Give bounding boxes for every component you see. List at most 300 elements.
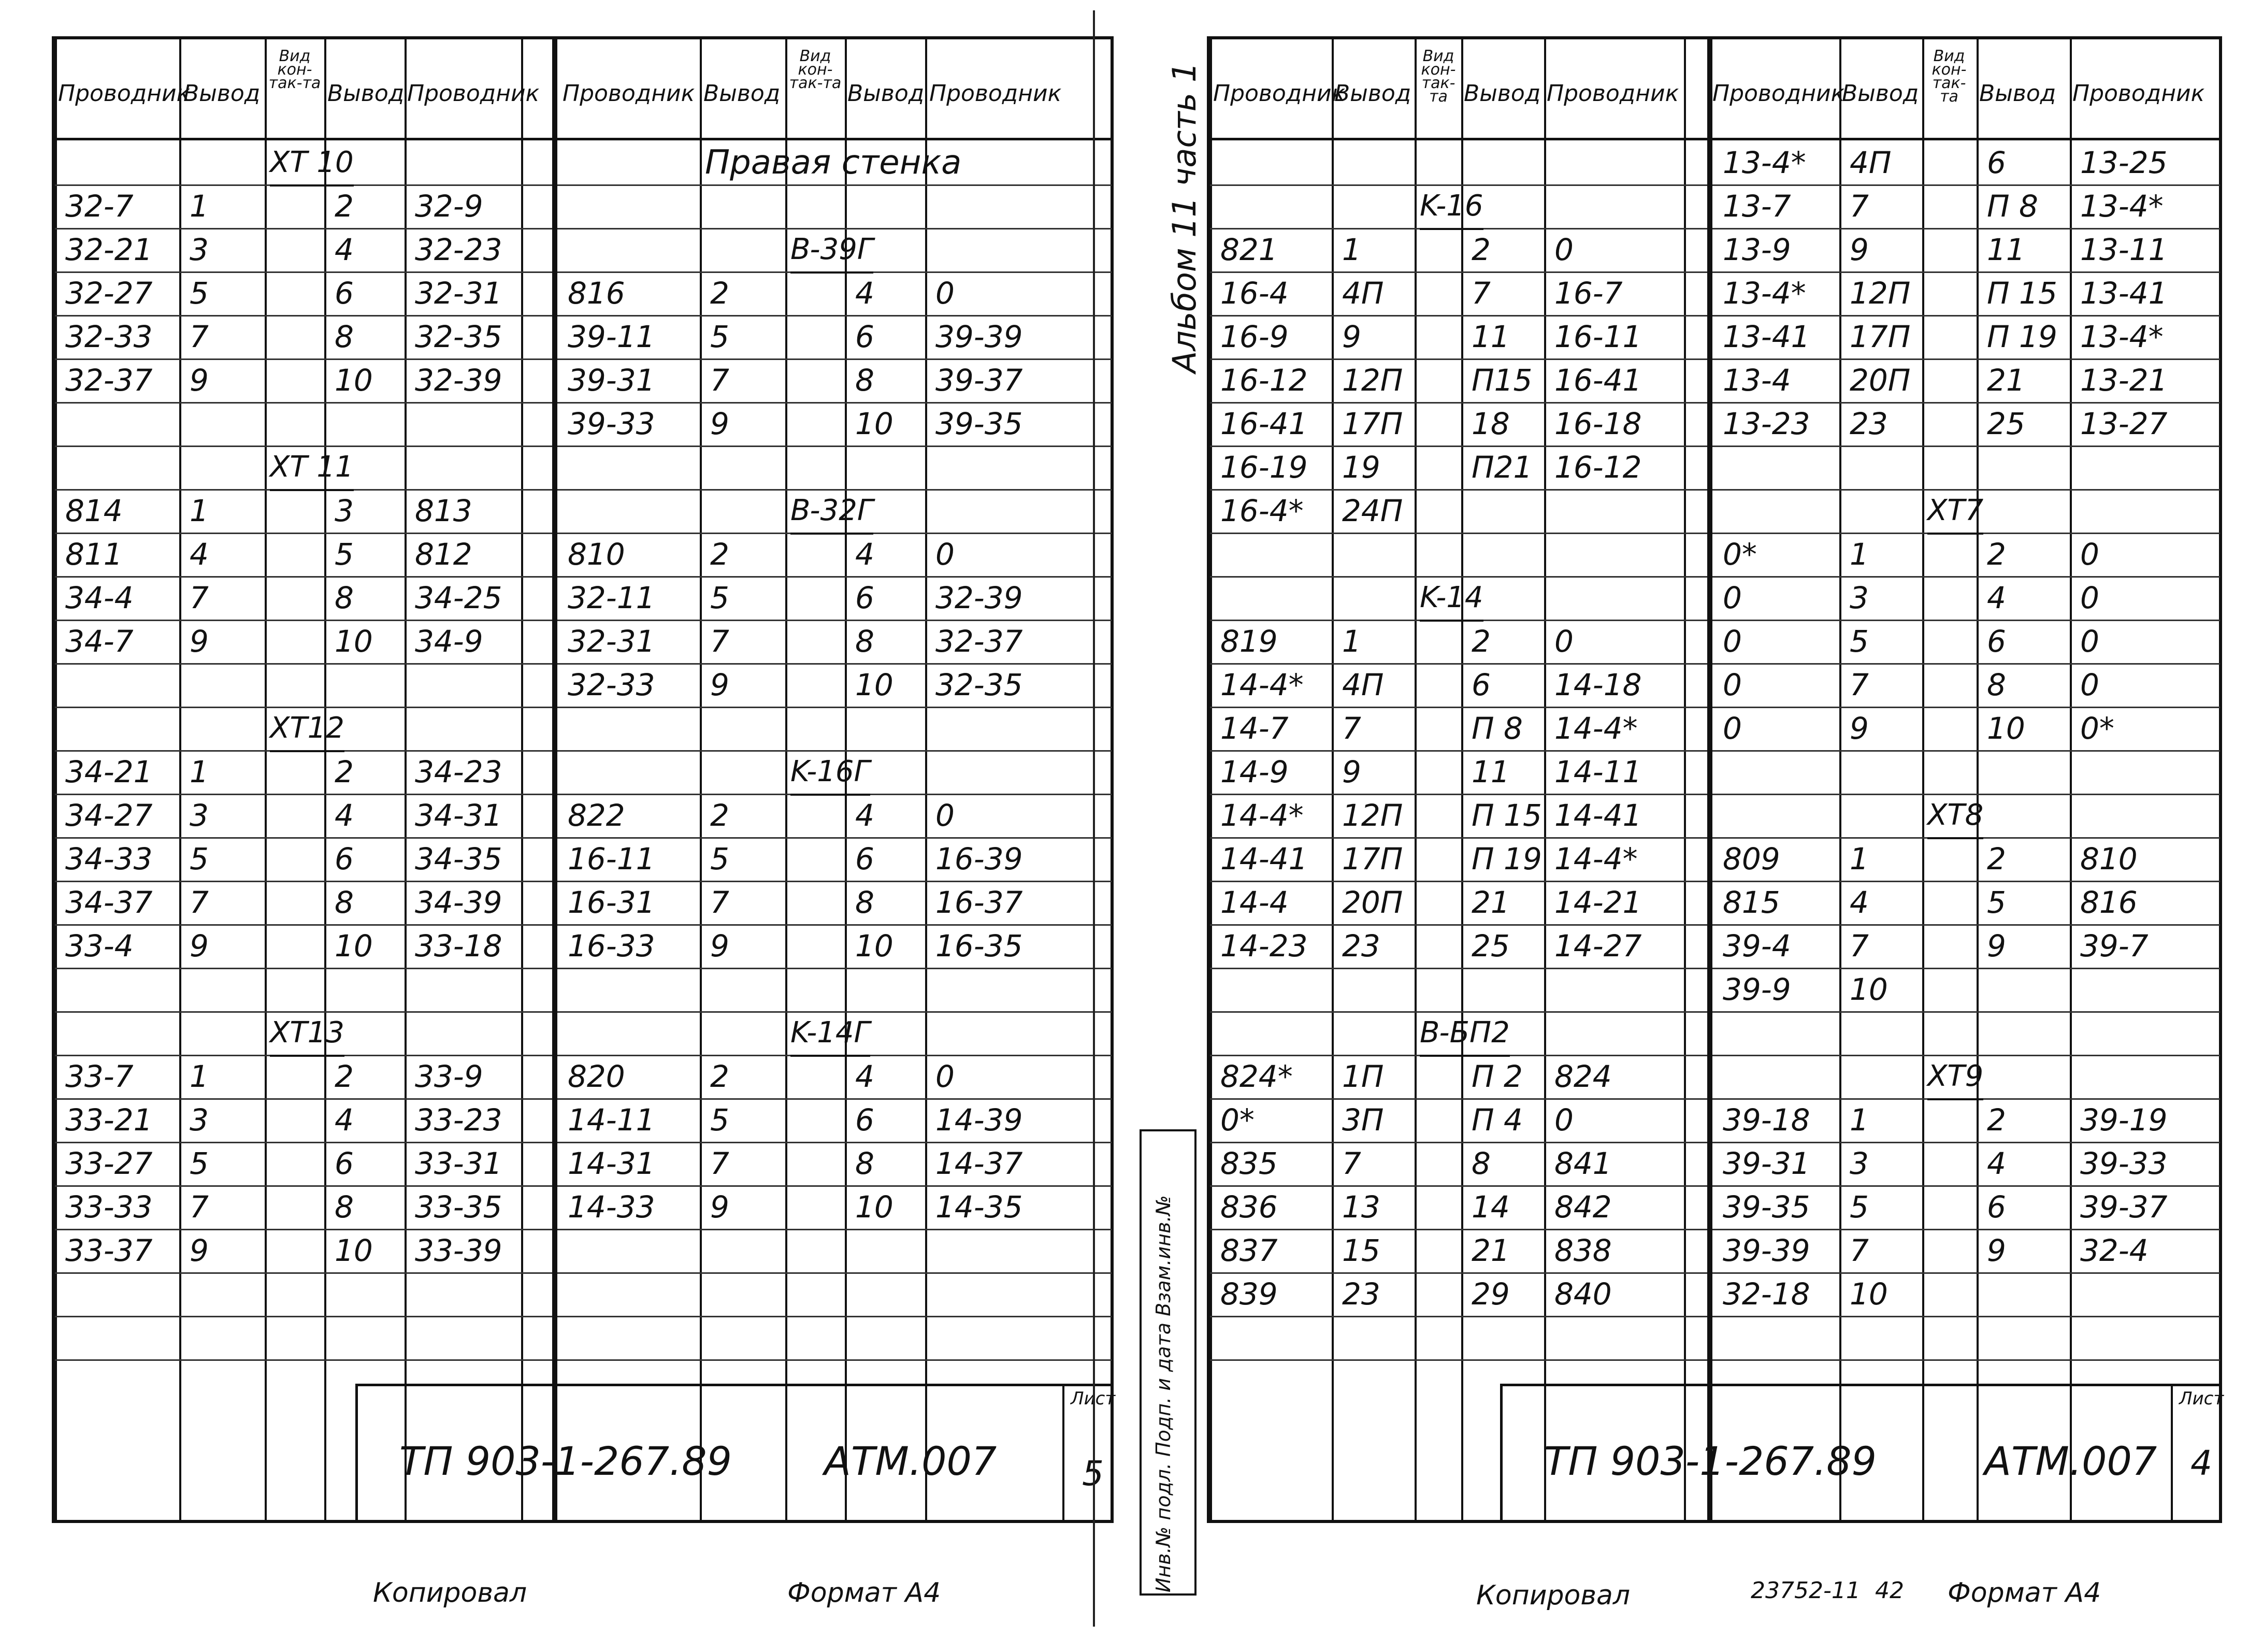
terminal-to-cell: П 2	[1472, 1059, 1523, 1094]
conductor-to-cell: 13-25	[2080, 145, 2168, 180]
conductor-from-cell: 33-21	[65, 1102, 153, 1138]
conductor-from-cell: 14-33	[568, 1189, 655, 1225]
conductor-from-cell: 14-9	[1220, 754, 1289, 789]
terminal-from-cell: 1	[1342, 232, 1361, 267]
conductor-from-cell: 32-27	[65, 276, 153, 311]
conductor-to-cell: 14-41	[1554, 798, 1642, 833]
terminal-from-cell: 9	[1850, 232, 1869, 267]
terminal-to-cell: П 15	[1472, 798, 1542, 833]
terminal-to-cell: 8	[855, 363, 874, 398]
terminal-to-cell: 10	[855, 928, 893, 964]
conductor-to-cell: 32-35	[415, 319, 502, 354]
conductor-from-cell: 16-33	[568, 928, 655, 964]
terminal-to-cell: 2	[1472, 624, 1491, 659]
terminal-to-cell: 5	[1987, 885, 2006, 920]
sheet-number-box-2	[2171, 1386, 2227, 1523]
row-divider	[1210, 533, 1707, 534]
terminal-from-cell: 4П	[1342, 276, 1384, 311]
terminal-to-cell: 14	[1472, 1189, 1510, 1225]
header-contact-type-3: Вид кон-так-та	[1421, 47, 1456, 106]
terminal-from-cell: 1	[190, 1059, 209, 1094]
header-conductor-2: Проводник	[407, 80, 540, 107]
row-divider	[557, 446, 1112, 447]
terminal-to-cell: 6	[855, 580, 874, 615]
margin-line	[1093, 10, 1095, 1627]
conductor-to-cell: 33-31	[415, 1146, 502, 1181]
row-divider	[1712, 750, 2220, 752]
conductor-to-cell: 841	[1554, 1146, 1612, 1181]
conductor-to-cell: 13-4*	[2080, 189, 2164, 224]
approval-sidebar	[1140, 1129, 1197, 1596]
row-divider	[55, 1316, 552, 1317]
terminal-from-cell: 9	[710, 1189, 729, 1225]
terminal-to-cell: 10	[855, 1189, 893, 1225]
conductor-from-cell: 0	[1723, 624, 1742, 659]
conductor-from-cell: 32-33	[568, 667, 655, 702]
conductor-from-cell: 14-41	[1220, 841, 1308, 877]
conductor-to-cell: 0	[935, 1059, 955, 1094]
header-terminal-3: Вывод	[703, 80, 781, 107]
terminal-from-cell: 3	[190, 232, 209, 267]
conductor-from-cell: 34-7	[65, 624, 134, 659]
conductor-from-cell: 836	[1220, 1189, 1278, 1225]
terminal-from-cell: 7	[1342, 1146, 1361, 1181]
conductor-from-cell: 16-41	[1220, 406, 1308, 441]
conductor-to-cell: 0	[2080, 624, 2099, 659]
header-conductor-6: Проводник	[1547, 80, 1679, 107]
terminal-to-cell: 2	[1472, 232, 1491, 267]
header-terminal-5: Вывод	[1334, 80, 1411, 107]
terminal-to-cell: П21	[1472, 450, 1533, 485]
conductor-from-cell: 13-23	[1723, 406, 1810, 441]
conductor-to-cell: 16-39	[935, 841, 1023, 877]
block-label: XT12	[270, 707, 344, 752]
conductor-to-cell: 32-39	[935, 580, 1023, 615]
sheet-number: 5	[1082, 1454, 1104, 1493]
header-conductor-5: Проводник	[1213, 80, 1346, 107]
conductor-to-cell: 0	[1554, 232, 1574, 267]
terminal-to-cell: 6	[1472, 667, 1491, 702]
terminal-from-cell: 2	[710, 276, 729, 311]
conductor-from-cell: 33-7	[65, 1059, 134, 1094]
terminal-to-cell: 5	[335, 537, 354, 572]
block-label: XT9	[1927, 1055, 1983, 1100]
terminal-from-cell: 5	[1850, 624, 1869, 659]
header-conductor-8: Проводник	[2072, 80, 2205, 107]
conductor-to-cell: 14-11	[1554, 754, 1642, 789]
conductor-to-cell: 0	[2080, 667, 2099, 702]
conductor-from-cell: 33-33	[65, 1189, 153, 1225]
row-divider	[557, 707, 1112, 708]
conductor-from-cell: 816	[568, 276, 625, 311]
conductor-to-cell: 39-19	[2080, 1102, 2168, 1138]
conductor-to-cell: 14-18	[1554, 667, 1642, 702]
terminal-from-cell: 9	[710, 928, 729, 964]
terminal-to-cell: 8	[855, 885, 874, 920]
terminal-from-cell: 7	[1850, 189, 1869, 224]
footer-format: Формат А4	[787, 1577, 941, 1608]
sheet-number-box	[1062, 1386, 1118, 1523]
row-divider	[55, 663, 552, 665]
terminal-to-cell: 6	[335, 276, 354, 311]
terminal-to-cell: 2	[335, 189, 354, 224]
conductor-to-cell: 14-4*	[1554, 711, 1638, 746]
row-divider	[1210, 1185, 1707, 1187]
conductor-from-cell: 809	[1723, 841, 1780, 877]
row-divider	[557, 1272, 1112, 1274]
terminal-from-cell: 20П	[1342, 885, 1403, 920]
header-terminal-2: Вывод	[327, 80, 405, 107]
conductor-from-cell: 13-4	[1723, 363, 1791, 398]
terminal-from-cell: 5	[710, 319, 729, 354]
conductor-from-cell: 39-9	[1723, 972, 1791, 1007]
terminal-from-cell: 9	[190, 624, 209, 659]
conductor-to-cell: 39-7	[2080, 928, 2149, 964]
conductor-to-cell: 13-41	[2080, 276, 2168, 311]
conductor-from-cell: 814	[65, 493, 123, 528]
block-label: B-39Г	[790, 228, 873, 274]
document-number-2: ТП 903-1-267.89	[1544, 1438, 1877, 1484]
block-label: K-16Г	[790, 750, 870, 796]
conductor-to-cell: 14-21	[1554, 885, 1642, 920]
terminal-to-cell: 3	[335, 493, 354, 528]
conductor-from-cell: 16-4*	[1220, 493, 1304, 528]
conductor-from-cell: 824*	[1220, 1059, 1293, 1094]
terminal-from-cell: 24П	[1342, 493, 1403, 528]
terminal-to-cell: 10	[855, 406, 893, 441]
conductor-from-cell: 39-31	[568, 363, 655, 398]
terminal-from-cell: 17П	[1850, 319, 1911, 354]
terminal-to-cell: 4	[1987, 1146, 2006, 1181]
terminal-to-cell: П 19	[1472, 841, 1542, 877]
row-divider	[1712, 663, 2220, 665]
sheet-label: Лист	[1071, 1388, 1116, 1409]
conductor-to-cell: 32-23	[415, 232, 502, 267]
row-divider	[1210, 1098, 1707, 1100]
terminal-to-cell: 8	[1987, 667, 2006, 702]
conductor-to-cell: 13-4*	[2080, 319, 2164, 354]
conductor-to-cell: 14-4*	[1554, 841, 1638, 877]
conductor-from-cell: 16-31	[568, 885, 655, 920]
conductor-to-cell: 840	[1554, 1276, 1612, 1312]
terminal-to-cell: 2	[335, 1059, 354, 1094]
terminal-from-cell: 9	[190, 928, 209, 964]
row-divider	[1712, 1316, 2220, 1317]
terminal-from-cell: 2	[710, 798, 729, 833]
terminal-to-cell: 18	[1472, 406, 1510, 441]
conductor-from-cell: 16-11	[568, 841, 655, 877]
conductor-from-cell: 811	[65, 537, 123, 572]
conductor-from-cell: 13-4*	[1723, 276, 1806, 311]
row-divider	[1210, 1142, 1707, 1143]
conductor-from-cell: 16-9	[1220, 319, 1289, 354]
terminal-from-cell: 4	[190, 537, 209, 572]
terminal-from-cell: 1	[1850, 841, 1869, 877]
terminal-from-cell: 3П	[1342, 1102, 1384, 1138]
conductor-to-cell: 34-23	[415, 754, 502, 789]
terminal-to-cell: 21	[1472, 885, 1510, 920]
terminal-to-cell: 10	[335, 624, 373, 659]
terminal-from-cell: 9	[1342, 754, 1361, 789]
terminal-to-cell: 4	[855, 1059, 874, 1094]
terminal-from-cell: 12П	[1342, 363, 1403, 398]
terminal-from-cell: 17П	[1342, 406, 1403, 441]
terminal-to-cell: 4	[335, 798, 354, 833]
conductor-to-cell: 32-35	[935, 667, 1023, 702]
block-label: XT7	[1927, 489, 1983, 535]
footer-copied: Копировал	[373, 1577, 527, 1608]
terminal-from-cell: 2	[710, 1059, 729, 1094]
conductor-from-cell: 16-19	[1220, 450, 1308, 485]
terminal-to-cell: 25	[1472, 928, 1510, 964]
conductor-to-cell: 13-27	[2080, 406, 2168, 441]
conductor-from-cell: 13-41	[1723, 319, 1810, 354]
conductor-to-cell: 16-7	[1554, 276, 1623, 311]
terminal-from-cell: 5	[190, 1146, 209, 1181]
terminal-from-cell: 3	[1850, 580, 1869, 615]
conductor-from-cell: 837	[1220, 1233, 1278, 1268]
terminal-from-cell: 15	[1342, 1233, 1380, 1268]
row-divider	[55, 533, 552, 534]
terminal-to-cell: 4	[855, 537, 874, 572]
terminal-from-cell: 1	[1850, 537, 1869, 572]
row-divider	[1712, 707, 2220, 708]
document-number: ТП 903-1-267.89	[399, 1438, 732, 1484]
conductor-from-cell: 14-7	[1220, 711, 1289, 746]
row-divider	[557, 1229, 1112, 1230]
conductor-from-cell: 0	[1723, 667, 1742, 702]
row-divider	[1712, 881, 2220, 882]
conductor-from-cell: 34-27	[65, 798, 153, 833]
conductor-from-cell: 820	[568, 1059, 625, 1094]
conductor-to-cell: 39-37	[2080, 1189, 2168, 1225]
row-divider	[1712, 620, 2220, 621]
terminal-to-cell: 8	[855, 624, 874, 659]
conductor-to-cell: 16-12	[1554, 450, 1642, 485]
terminal-from-cell: 7	[1850, 928, 1869, 964]
terminal-from-cell: 9	[1342, 319, 1361, 354]
sheet-number-2: 4	[2190, 1443, 2212, 1483]
conductor-to-cell: 34-9	[415, 624, 483, 659]
terminal-from-cell: 5	[190, 276, 209, 311]
terminal-from-cell: 7	[710, 1146, 729, 1181]
conductor-to-cell: 0	[1554, 624, 1574, 659]
approval-sidebar-text: Инв.№ подл. Подп. и дата Взам.инв.№	[1152, 1195, 1175, 1592]
conductor-from-cell: 33-37	[65, 1233, 153, 1268]
terminal-to-cell: 10	[335, 1233, 373, 1268]
section-title: Правая стенка	[705, 143, 962, 182]
header-terminal-8: Вывод	[1979, 80, 2056, 107]
row-divider	[1712, 1011, 2220, 1013]
terminal-to-cell: 11	[1987, 232, 2025, 267]
terminal-to-cell: 2	[1987, 537, 2006, 572]
conductor-from-cell: 39-4	[1723, 928, 1791, 964]
conductor-from-cell: 33-4	[65, 928, 134, 964]
conductor-to-cell: 39-39	[935, 319, 1023, 354]
conductor-to-cell: 824	[1554, 1059, 1612, 1094]
conductor-to-cell: 816	[2080, 885, 2138, 920]
conductor-from-cell: 822	[568, 798, 625, 833]
conductor-to-cell: 34-31	[415, 798, 502, 833]
terminal-to-cell: 8	[1472, 1146, 1491, 1181]
row-divider	[1210, 1359, 1707, 1361]
conductor-from-cell: 835	[1220, 1146, 1278, 1181]
terminal-to-cell: 6	[1987, 145, 2006, 180]
sheet-5	[52, 36, 1114, 1523]
conductor-to-cell: 39-35	[935, 406, 1023, 441]
terminal-to-cell: П 19	[1987, 319, 2057, 354]
terminal-from-cell: 7	[190, 580, 209, 615]
header-conductor-4: Проводник	[929, 80, 1062, 107]
terminal-from-cell: 5	[1850, 1189, 1869, 1225]
row-divider	[1712, 446, 2220, 447]
conductor-to-cell: 838	[1554, 1233, 1612, 1268]
terminal-from-cell: 1	[1342, 624, 1361, 659]
conductor-to-cell: 34-35	[415, 841, 502, 877]
terminal-to-cell: П 8	[1987, 189, 2038, 224]
terminal-to-cell: 21	[1472, 1233, 1510, 1268]
conductor-from-cell: 32-11	[568, 580, 655, 615]
conductor-from-cell: 34-33	[65, 841, 153, 877]
conductor-from-cell: 34-37	[65, 885, 153, 920]
terminal-to-cell: 2	[1987, 1102, 2006, 1138]
terminal-from-cell: 4	[1850, 885, 1869, 920]
row-divider	[1210, 1316, 1707, 1317]
footer-copied-2: Копировал	[1476, 1580, 1631, 1611]
terminal-to-cell: 9	[1987, 928, 2006, 964]
footer-page: 42	[1875, 1577, 1904, 1604]
conductor-from-cell: 0	[1723, 711, 1742, 746]
terminal-from-cell: 17П	[1342, 841, 1403, 877]
conductor-to-cell: 0	[935, 276, 955, 311]
conductor-from-cell: 821	[1220, 232, 1278, 267]
conductor-to-cell: 16-18	[1554, 406, 1642, 441]
block-label: K-16	[1420, 184, 1483, 230]
block-label: K-14Г	[790, 1011, 870, 1057]
document-code-2: АТМ.007	[1984, 1438, 2157, 1484]
terminal-from-cell: 7	[710, 624, 729, 659]
conductor-from-cell: 0*	[1220, 1102, 1255, 1138]
terminal-to-cell: П15	[1472, 363, 1533, 398]
row-divider	[1210, 968, 1707, 969]
terminal-from-cell: 4П	[1850, 145, 1892, 180]
conductor-to-cell: 13-21	[2080, 363, 2168, 398]
terminal-from-cell: 9	[190, 1233, 209, 1268]
terminal-from-cell: 10	[1850, 972, 1888, 1007]
block-label: B-БП2	[1420, 1011, 1510, 1057]
terminal-from-cell: 13	[1342, 1189, 1380, 1225]
conductor-from-cell: 16-12	[1220, 363, 1308, 398]
conductor-from-cell: 32-33	[65, 319, 153, 354]
row-divider	[557, 968, 1112, 969]
block-label: XT 10	[270, 141, 354, 186]
terminal-to-cell: 4	[1987, 580, 2006, 615]
terminal-from-cell: 5	[710, 580, 729, 615]
conductor-to-cell: 32-39	[415, 363, 502, 398]
conductor-to-cell: 812	[415, 537, 472, 572]
terminal-from-cell: 1	[190, 493, 209, 528]
terminal-to-cell: 2	[335, 754, 354, 789]
row-divider	[1210, 1272, 1707, 1274]
row-divider	[1210, 1229, 1707, 1230]
terminal-to-cell: 4	[335, 232, 354, 267]
terminal-from-cell: 12П	[1342, 798, 1403, 833]
conductor-from-cell: 33-27	[65, 1146, 153, 1181]
terminal-from-cell: 23	[1342, 1276, 1380, 1312]
block-label: B-32Г	[790, 489, 873, 535]
block-label: XT8	[1927, 794, 1983, 839]
terminal-from-cell: 5	[190, 841, 209, 877]
block-label: XT13	[270, 1011, 344, 1057]
terminal-from-cell: 9	[190, 363, 209, 398]
conductor-from-cell: 14-23	[1220, 928, 1308, 964]
terminal-to-cell: 10	[1987, 711, 2025, 746]
terminal-from-cell: 7	[190, 319, 209, 354]
conductor-to-cell: 32-9	[415, 189, 483, 224]
terminal-from-cell: 4П	[1342, 667, 1384, 702]
conductor-to-cell: 810	[2080, 841, 2138, 877]
header-contact-type-4: Вид кон-так-та	[1932, 47, 1967, 106]
row-divider	[55, 968, 552, 969]
terminal-from-cell: 10	[1850, 1276, 1888, 1312]
title-block-2	[1500, 1384, 2222, 1523]
conductor-to-cell: 33-23	[415, 1102, 502, 1138]
terminal-to-cell: 7	[1472, 276, 1491, 311]
conductor-to-cell: 0	[1554, 1102, 1574, 1138]
terminal-to-cell: 8	[335, 319, 354, 354]
header-contact-type-1: Вид кон-так-та	[268, 47, 321, 92]
terminal-to-cell: П 4	[1472, 1102, 1523, 1138]
terminal-to-cell: 6	[335, 841, 354, 877]
sheet-4	[1207, 36, 2222, 1523]
terminal-to-cell: 8	[335, 580, 354, 615]
document-code: АТМ.007	[824, 1438, 997, 1484]
conductor-to-cell: 33-18	[415, 928, 502, 964]
terminal-from-cell: 20П	[1850, 363, 1911, 398]
conductor-from-cell: 815	[1723, 885, 1780, 920]
terminal-to-cell: 29	[1472, 1276, 1510, 1312]
conductor-to-cell: 14-39	[935, 1102, 1023, 1138]
row-divider	[55, 1272, 552, 1274]
terminal-from-cell: 7	[1342, 711, 1361, 746]
conductor-to-cell: 16-11	[1554, 319, 1642, 354]
conductor-to-cell: 32-31	[415, 276, 502, 311]
terminal-from-cell: 7	[710, 885, 729, 920]
conductor-to-cell: 0*	[2080, 711, 2114, 746]
terminal-from-cell: 7	[190, 1189, 209, 1225]
conductor-from-cell: 34-21	[65, 754, 153, 789]
terminal-from-cell: 19	[1342, 450, 1380, 485]
terminal-from-cell: 1П	[1342, 1059, 1384, 1094]
conductor-from-cell: 39-11	[568, 319, 655, 354]
terminal-to-cell: 8	[855, 1146, 874, 1181]
terminal-to-cell: П 15	[1987, 276, 2057, 311]
title-block	[355, 1384, 1114, 1523]
terminal-from-cell: 7	[1850, 1233, 1869, 1268]
terminal-from-cell: 5	[710, 841, 729, 877]
conductor-to-cell: 842	[1554, 1189, 1612, 1225]
conductor-from-cell: 39-18	[1723, 1102, 1810, 1138]
terminal-to-cell: 11	[1472, 754, 1510, 789]
header-conductor-3: Проводник	[563, 80, 695, 107]
conductor-from-cell: 14-11	[568, 1102, 655, 1138]
conductor-from-cell: 14-4*	[1220, 798, 1304, 833]
sheet-label-2: Лист	[2179, 1388, 2224, 1409]
conductor-to-cell: 813	[415, 493, 472, 528]
terminal-to-cell: 4	[855, 276, 874, 311]
conductor-from-cell: 39-39	[1723, 1233, 1810, 1268]
conductor-to-cell: 33-9	[415, 1059, 483, 1094]
